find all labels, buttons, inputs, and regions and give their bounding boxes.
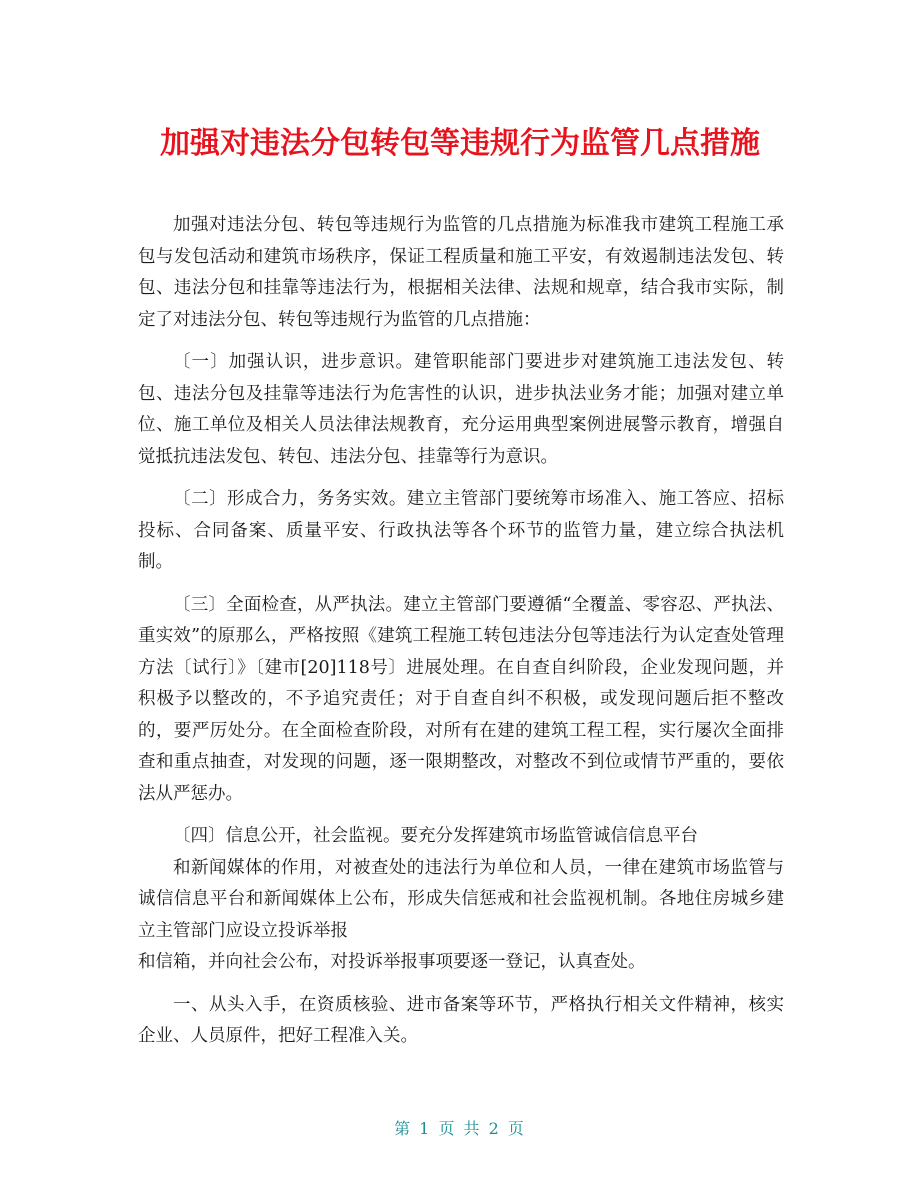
page-number-footer: 第 1 页 共 2 页 bbox=[394, 1119, 526, 1138]
paragraph-intro: 加强对违法分包、转包等违规行为监管的几点措施为标准我市建筑工程施工承包与发包活动和建筑市场秩序，保证工程质量和施工平安，有效遏制违法发包、转包、违法分包和挂靠等违法行为，根据相关法律、法规和规章，结合我市实际，制定了对违法分包、转包等违规行为监管的几点措施： bbox=[138, 215, 784, 330]
paragraph-measure-1: 〔一〕加强认识，进步意识。建管职能部门要进步对建筑施工违法发包、转包、违法分包及挂靠等违法行为危害性的认识，进步执法业务才能；加强对建立单位、施工单位及相关人员法律法规教育，充分运用典型案例进展警示教育，增强自觉抵抗违法发包、转包、违法分包、挂靠等行为意识。 bbox=[138, 352, 784, 467]
paragraph-measure-4: 〔四〕信息公开，社会监视。要充分发挥建筑市场监管诚信信息平台 bbox=[173, 826, 698, 846]
paragraph-measure-3: 〔三〕全面检查，从严执法。建立主管部门要遵循“全覆盖、零容忍、严执法、重实效”的原那么，严格按照《建筑工程施工转包违法分包等违法行为认定查处管理方法〔试行〕》〔建市[20]118号〕进展处理。在自查自纠阶段，企业发现问题，并积极予以整改的，不予追究责任；对于自查自纠不积极，或发现问题后拒不整改的，要严厉处分。在全面检查阶段，对所有在建的建筑工程工程，实行屡次全面排查和重点抽查，对发现的问题，逐一限期整改，对整改不到位或情节严重的，要依法从严惩办。 bbox=[138, 594, 784, 804]
paragraph-measure-2: 〔二〕形成合力，务务实效。建立主管部门要统筹市场准入、施工答应、招标投标、合同备案、质量平安、行政执法等各个环节的监管力量，建立综合执法机制。 bbox=[138, 489, 784, 572]
paragraph-measure-4-end: 和信箱，并向社会公布，对投诉举报事项要逐一登记，认真查处。 bbox=[138, 952, 646, 972]
paragraph-item-1: 一、从头入手，在资质核验、进市备案等环节，严格执行相关文件精神，核实企业、人员原件，把好工程准入关。 bbox=[138, 994, 784, 1046]
document-title: 加强对违法分包转包等违规行为监管几点措施 bbox=[160, 126, 760, 161]
document-body bbox=[138, 210, 784, 1064]
paragraph-measure-4-cont: 和新闻媒体的作用，对被查处的违法行为单位和人员，一律在建筑市场监管与诚信信息平台和新闻媒体上公布，形成失信惩戒和社会监视机制。各地住房城乡建立主管部门应设立投诉举报 bbox=[138, 857, 784, 941]
